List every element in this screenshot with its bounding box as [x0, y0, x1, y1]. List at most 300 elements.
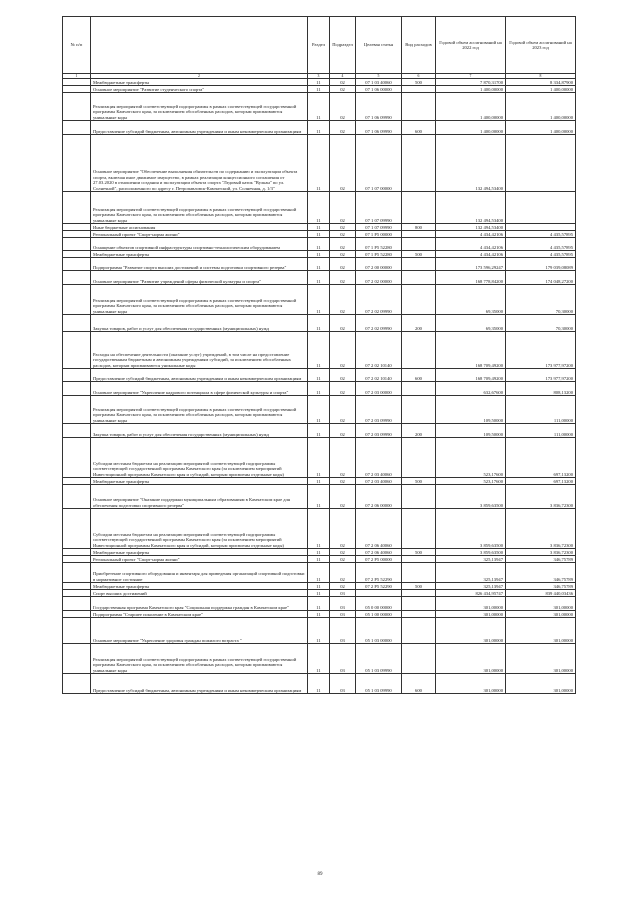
row-num: [63, 611, 91, 618]
row-value-2023: 1 400,00000: [506, 93, 576, 121]
table-row: [63, 315, 576, 332]
row-razdel: 11: [308, 597, 330, 611]
header-2022: Годовой объем ассигнований на 2022 год: [436, 17, 506, 74]
row-num: [63, 563, 91, 583]
row-razdel: 11: [308, 93, 330, 121]
row-num: [63, 315, 91, 332]
row-num: [63, 93, 91, 121]
row-csr: 07 2 06 40060: [356, 509, 402, 549]
row-podrazdel: 03: [330, 644, 356, 674]
table-row: [63, 549, 576, 556]
header-num: № п/п: [63, 17, 91, 74]
row-value-2022: 325,13947: [436, 556, 506, 563]
row-csr: 07 2 03 40060: [356, 478, 402, 485]
row-vr: [402, 332, 436, 369]
row-csr: 05 0 00 00000: [356, 597, 402, 611]
table-row: [63, 231, 576, 238]
table-row: [63, 424, 576, 438]
row-vr: 500: [402, 251, 436, 258]
row-num: [63, 509, 91, 549]
row-csr: 07 2 02 09990: [356, 285, 402, 315]
row-podrazdel: 03: [330, 674, 356, 694]
row-razdel: 11: [308, 224, 330, 231]
row-razdel: 11: [308, 674, 330, 694]
row-csr: 07 2 03 09990: [356, 396, 402, 424]
row-num: [63, 590, 91, 597]
row-podrazdel: 02: [330, 332, 356, 369]
table-row: [63, 611, 576, 618]
row-razdel: 11: [308, 438, 330, 478]
row-value-2023: 4 435,57895: [506, 231, 576, 238]
row-value-2022: 109,50000: [436, 424, 506, 438]
row-podrazdel: 02: [330, 79, 356, 86]
row-razdel: 11: [308, 285, 330, 315]
row-value-2022: 168 709,49200: [436, 369, 506, 382]
row-num: [63, 618, 91, 644]
row-name: Основное мероприятие "Укрепление здоровья граждан пожилого возраста ": [91, 618, 308, 644]
row-name: Реализация мероприятий соответствующей подпрограммы в рамках соответствующей государственной программы Камчатского края, за исключением обособленных расходов, которым присваиваются уникальные коды: [91, 285, 308, 315]
row-value-2022: 301,00000: [436, 611, 506, 618]
row-csr: 05 1 03 09990: [356, 674, 402, 694]
row-value-2022: 3 859,63500: [436, 549, 506, 556]
row-vr: 500: [402, 478, 436, 485]
row-podrazdel: 02: [330, 224, 356, 231]
row-podrazdel: 02: [330, 121, 356, 135]
row-value-2022: 325,13947: [436, 583, 506, 590]
row-csr: 07 2 06 00000: [356, 485, 402, 509]
row-podrazdel: 02: [330, 251, 356, 258]
row-num: [63, 86, 91, 93]
row-value-2022: 132 494,53400: [436, 192, 506, 224]
row-podrazdel: 02: [330, 478, 356, 485]
row-value-2023: 70,30000: [506, 315, 576, 332]
row-csr: 07 1 06 09990: [356, 121, 402, 135]
row-razdel: 11: [308, 485, 330, 509]
row-razdel: 11: [308, 424, 330, 438]
row-value-2023: 173 977,97200: [506, 332, 576, 369]
table-row: [63, 121, 576, 135]
row-vr: [402, 618, 436, 644]
row-num: [63, 583, 91, 590]
row-podrazdel: 02: [330, 258, 356, 271]
row-razdel: 11: [308, 238, 330, 251]
row-value-2023: 1 400,00000: [506, 86, 576, 93]
row-vr: [402, 485, 436, 509]
row-vr: [402, 556, 436, 563]
row-podrazdel: 02: [330, 563, 356, 583]
row-csr: 07 2 03 00000: [356, 382, 402, 396]
row-csr: 07 1 P5 52280: [356, 251, 402, 258]
header-2023: Годовой объем ассигнований на 2023 год: [506, 17, 576, 74]
row-podrazdel: 02: [330, 231, 356, 238]
row-csr: 07 1 06 09990: [356, 93, 402, 121]
row-name: Межбюджетные трансферты: [91, 549, 308, 556]
row-num: [63, 135, 91, 192]
row-value-2023: [506, 224, 576, 231]
row-csr: 07 2 02 10140: [356, 369, 402, 382]
row-csr: 07 1 P5 00000: [356, 231, 402, 238]
table-row: [63, 238, 576, 251]
row-value-2022: 3 859,63500: [436, 485, 506, 509]
page-number: 89: [317, 872, 323, 877]
row-num: [63, 332, 91, 369]
row-csr: 07 1 P5 52280: [356, 238, 402, 251]
row-csr: 07 1 06 00000: [356, 86, 402, 93]
row-podrazdel: 02: [330, 271, 356, 285]
row-value-2022: 301,00000: [436, 674, 506, 694]
row-num: [63, 438, 91, 478]
row-csr: 07 2 06 40060: [356, 549, 402, 556]
row-value-2022: 301,00000: [436, 618, 506, 644]
row-num: [63, 549, 91, 556]
row-podrazdel: 03: [330, 590, 356, 597]
row-razdel: 11: [308, 332, 330, 369]
row-num: [63, 285, 91, 315]
row-value-2023: 111,00000: [506, 396, 576, 424]
row-podrazdel: 02: [330, 135, 356, 192]
row-name: Основное мероприятие "Развитие студенческого спорта": [91, 86, 308, 93]
row-name: Субсидии местным бюджетам на реализацию мероприятий соответствующей подпрограммы соответствующей государственной программы Камчатского края (за исключением мероприятий Инвестиционной программы Камчатского края и субсидий, которым присвоены отдельные коды): [91, 438, 308, 478]
row-vr: [402, 86, 436, 93]
row-razdel: 11: [308, 583, 330, 590]
row-num: [63, 251, 91, 258]
row-vr: [402, 644, 436, 674]
row-podrazdel: 02: [330, 424, 356, 438]
row-value-2022: 173 596,29247: [436, 258, 506, 271]
row-value-2022: 168 709,49200: [436, 332, 506, 369]
row-vr: 600: [402, 674, 436, 694]
row-vr: 500: [402, 549, 436, 556]
col-number: 2: [91, 74, 308, 79]
row-name: Реализация мероприятий соответствующей подпрограммы в рамках соответствующей государственной программы Камчатского края, за исключением обособленных расходов, которым присваиваются уникальные коды: [91, 396, 308, 424]
row-vr: 500: [402, 79, 436, 86]
row-num: [63, 224, 91, 231]
row-value-2023: 346,75789: [506, 563, 576, 583]
budget-table-sheet: [62, 16, 575, 694]
row-name: Межбюджетные трансферты: [91, 79, 308, 86]
row-csr: 07 2 P5 00000: [356, 556, 402, 563]
row-vr: 500: [402, 583, 436, 590]
row-razdel: 11: [308, 79, 330, 86]
row-name: Субсидии местным бюджетам на реализацию мероприятий соответствующей подпрограммы соответствующей государственной программы Камчатского края (за исключением мероприятий Инвестиционной программы Камчатского края и субсидий, которым присвоены отдельные коды): [91, 509, 308, 549]
row-vr: [402, 396, 436, 424]
row-value-2022: 168 778,84200: [436, 271, 506, 285]
row-name: Региональный проект "Спорт-норма жизни": [91, 556, 308, 563]
table-row: [63, 86, 576, 93]
table-row: [63, 674, 576, 694]
row-num: [63, 644, 91, 674]
row-podrazdel: 02: [330, 509, 356, 549]
row-value-2023: [506, 135, 576, 192]
row-name: Предоставление субсидий бюджетным, автономным учреждениям и иным некоммерческим организациям: [91, 121, 308, 135]
row-razdel: 11: [308, 509, 330, 549]
table-row: [63, 251, 576, 258]
row-vr: [402, 238, 436, 251]
row-csr: 07 2 P5 52290: [356, 583, 402, 590]
row-razdel: 11: [308, 121, 330, 135]
row-value-2022: 301,00000: [436, 597, 506, 611]
row-name: Реализация мероприятий соответствующей подпрограммы в рамках соответствующей государственной программы Камчатского края, за исключением обособленных расходов, которым присваиваются уникальные коды: [91, 192, 308, 224]
row-vr: [402, 590, 436, 597]
row-podrazdel: 02: [330, 192, 356, 224]
row-csr: [356, 590, 402, 597]
row-num: [63, 396, 91, 424]
table-row: [63, 93, 576, 121]
row-vr: [402, 597, 436, 611]
row-name: Подпрограмма "Старшее поколение в Камчатском крае": [91, 611, 308, 618]
row-razdel: 11: [308, 396, 330, 424]
row-razdel: 11: [308, 369, 330, 382]
row-csr: 07 2 P5 52290: [356, 563, 402, 583]
row-name: Межбюджетные трансферты: [91, 583, 308, 590]
table-row: [63, 192, 576, 224]
header-vr: Вид расходов: [402, 17, 436, 74]
row-name: Закупка товаров, работ и услуг для обеспечения государственных (муниципальных) нужд: [91, 424, 308, 438]
col-number: 1: [63, 74, 91, 79]
row-value-2023: 346,75789: [506, 583, 576, 590]
row-vr: [402, 438, 436, 478]
row-vr: 600: [402, 121, 436, 135]
row-value-2022: 1 400,00000: [436, 86, 506, 93]
row-vr: [402, 563, 436, 583]
row-name: Региональный проект "Спорт-норма жизни": [91, 231, 308, 238]
row-razdel: 11: [308, 86, 330, 93]
row-num: [63, 238, 91, 251]
row-name: Основное мероприятие "Оказание поддержки муниципальным образованиям в Камчатском крае для обеспечения подготовки спортивного резерва": [91, 485, 308, 509]
row-value-2023: 70,30000: [506, 285, 576, 315]
row-num: [63, 192, 91, 224]
row-value-2023: 1 400,00000: [506, 121, 576, 135]
table-row: [63, 369, 576, 382]
table-row: [63, 285, 576, 315]
row-name: Оснащение объектов спортивной инфраструктуры спортивно-технологическим оборудованием: [91, 238, 308, 251]
row-value-2022: 109,50000: [436, 396, 506, 424]
row-num: [63, 478, 91, 485]
row-num: [63, 121, 91, 135]
row-value-2022: 523,17600: [436, 478, 506, 485]
row-value-2023: 839 440,03436: [506, 590, 576, 597]
row-razdel: 11: [308, 590, 330, 597]
row-num: [63, 485, 91, 509]
row-num: [63, 369, 91, 382]
row-value-2022: 132 494,53400: [436, 224, 506, 231]
row-value-2023: [506, 192, 576, 224]
row-value-2023: 808,13200: [506, 382, 576, 396]
row-value-2023: 301,00000: [506, 674, 576, 694]
col-number: 3: [308, 74, 330, 79]
row-razdel: 11: [308, 315, 330, 332]
row-vr: 200: [402, 315, 436, 332]
row-csr: 05 1 03 09990: [356, 644, 402, 674]
table-row: [63, 644, 576, 674]
table-row: [63, 332, 576, 369]
row-razdel: 11: [308, 271, 330, 285]
table-row: [63, 438, 576, 478]
row-csr: 07 1 07 00000: [356, 135, 402, 192]
table-row: [63, 382, 576, 396]
table-row: [63, 478, 576, 485]
row-name: Подпрограмма "Развитие спорта высших достижений и системы подготовки спортивного резерва": [91, 258, 308, 271]
row-podrazdel: 03: [330, 597, 356, 611]
header-podrazdel: Подраздел: [330, 17, 356, 74]
row-csr: 07 1 03 40060: [356, 79, 402, 86]
row-value-2022: 69,35000: [436, 285, 506, 315]
row-csr: 07 2 02 10140: [356, 332, 402, 369]
row-value-2022: 7 870,31700: [436, 79, 506, 86]
row-razdel: 11: [308, 556, 330, 563]
row-podrazdel: 02: [330, 93, 356, 121]
col-number: 7: [436, 74, 506, 79]
row-podrazdel: 02: [330, 86, 356, 93]
row-value-2022: 132 494,53400: [436, 135, 506, 192]
row-name: Основное мероприятие "Укрепление кадрового потенциала в сфере физической культуры и спорта": [91, 382, 308, 396]
row-value-2023: 697,13200: [506, 478, 576, 485]
row-vr: [402, 231, 436, 238]
table-row: [63, 271, 576, 285]
row-razdel: 11: [308, 251, 330, 258]
table-row: [63, 79, 576, 86]
row-num: [63, 79, 91, 86]
row-name: Предоставление субсидий бюджетным, автономным учреждениям и иным некоммерческим организациям: [91, 369, 308, 382]
row-value-2023: 301,00000: [506, 611, 576, 618]
row-value-2023: 301,00000: [506, 644, 576, 674]
row-num: [63, 231, 91, 238]
row-value-2023: 8 334,87900: [506, 79, 576, 86]
row-podrazdel: 03: [330, 611, 356, 618]
row-value-2023: 111,00000: [506, 424, 576, 438]
row-podrazdel: 03: [330, 618, 356, 644]
row-podrazdel: 02: [330, 285, 356, 315]
row-podrazdel: 02: [330, 485, 356, 509]
row-value-2022: 301,00000: [436, 644, 506, 674]
row-value-2023: 346,75789: [506, 556, 576, 563]
row-podrazdel: 02: [330, 382, 356, 396]
row-num: [63, 424, 91, 438]
row-name: Предоставление субсидий бюджетным, автономным учреждениям и иным некоммерческим организациям: [91, 674, 308, 694]
row-podrazdel: 02: [330, 396, 356, 424]
row-vr: 200: [402, 424, 436, 438]
row-razdel: 11: [308, 231, 330, 238]
row-name: Реализация мероприятий соответствующей подпрограммы в рамках соответствующей государственной программы Камчатского края, за исключением обособленных расходов, которым присваиваются уникальные коды: [91, 93, 308, 121]
row-name: Основное мероприятие "Обеспечение выполнения обязательств по содержанию и эксплуатации объекта спорта, включая иное движимое имущество, в рамках реализации концессионного соглашения от 27.03.2020 в отношении создания и эксплуатации объекта спорта "Ледовый каток "Вулкан" по ул. Солнечной", расположенного по адресу г. Петропавловск-Камчатский, ул. Солнечная, д. 1/3": [91, 135, 308, 192]
header-csr: Целевая статья: [356, 17, 402, 74]
row-vr: [402, 509, 436, 549]
row-csr: 07 1 07 09990: [356, 192, 402, 224]
table-row: [63, 583, 576, 590]
row-num: [63, 258, 91, 271]
col-number: 8: [506, 74, 576, 79]
row-value-2023: 4 435,57895: [506, 251, 576, 258]
row-value-2022: 4 434,42106: [436, 238, 506, 251]
table-row: [63, 135, 576, 192]
row-razdel: 11: [308, 611, 330, 618]
row-value-2023: 697,13200: [506, 438, 576, 478]
row-podrazdel: 02: [330, 556, 356, 563]
row-num: [63, 382, 91, 396]
row-vr: [402, 285, 436, 315]
row-vr: 600: [402, 369, 436, 382]
row-csr: 07 2 02 09990: [356, 315, 402, 332]
row-value-2022: 325,13947: [436, 563, 506, 583]
row-name: Иные бюджетные ассигнования: [91, 224, 308, 231]
row-razdel: 11: [308, 478, 330, 485]
row-vr: [402, 258, 436, 271]
row-name: Реализация мероприятий соответствующей подпрограммы в рамках соответствующей государственной программы Камчатского края, за исключением обособленных расходов, которым присваиваются уникальные коды: [91, 644, 308, 674]
row-value-2023: 3 836,72300: [506, 485, 576, 509]
row-podrazdel: 02: [330, 238, 356, 251]
row-value-2022: 523,17600: [436, 438, 506, 478]
row-name: Государственная программа Камчатского края "Социальная поддержка граждан в Камчатском крае": [91, 597, 308, 611]
table-row: [63, 485, 576, 509]
row-vr: [402, 93, 436, 121]
row-podrazdel: 02: [330, 315, 356, 332]
table-row: [63, 597, 576, 611]
row-razdel: 11: [308, 618, 330, 644]
row-razdel: 11: [308, 192, 330, 224]
row-num: [63, 674, 91, 694]
row-name: Основное мероприятие "Развитие учреждений сферы физической культуры и спорта": [91, 271, 308, 285]
row-value-2023: 4 435,57895: [506, 238, 576, 251]
row-value-2022: 4 434,42106: [436, 231, 506, 238]
row-vr: [402, 271, 436, 285]
row-razdel: 11: [308, 135, 330, 192]
header-name: [91, 17, 308, 74]
row-razdel: 11: [308, 549, 330, 556]
budget-table: [62, 16, 576, 694]
row-vr: [402, 382, 436, 396]
row-num: [63, 556, 91, 563]
table-row: [63, 396, 576, 424]
row-name: Закупка товаров, работ и услуг для обеспечения государственных (муниципальных) нужд: [91, 315, 308, 332]
row-value-2023: 173 977,97200: [506, 369, 576, 382]
row-csr: 05 1 03 00000: [356, 618, 402, 644]
row-razdel: 11: [308, 382, 330, 396]
row-num: [63, 271, 91, 285]
row-vr: [402, 135, 436, 192]
row-value-2022: 4 434,42106: [436, 251, 506, 258]
table-row: [63, 590, 576, 597]
col-number: 5: [356, 74, 402, 79]
col-number: 6: [402, 74, 436, 79]
row-csr: 07 2 03 40060: [356, 438, 402, 478]
row-value-2023: 3 836,72300: [506, 509, 576, 549]
row-podrazdel: 02: [330, 549, 356, 556]
row-value-2022: 3 859,63500: [436, 509, 506, 549]
row-csr: 05 1 00 00000: [356, 611, 402, 618]
row-podrazdel: 02: [330, 583, 356, 590]
row-num: [63, 597, 91, 611]
row-value-2023: 174 048,27200: [506, 271, 576, 285]
row-csr: 07 2 02 00000: [356, 271, 402, 285]
table-row: [63, 563, 576, 583]
row-razdel: 11: [308, 258, 330, 271]
table-row: [63, 258, 576, 271]
row-value-2022: 632,67600: [436, 382, 506, 396]
row-value-2023: 301,00000: [506, 597, 576, 611]
row-vr: 800: [402, 224, 436, 231]
row-csr: 07 2 00 00000: [356, 258, 402, 271]
row-value-2022: 826 434,95747: [436, 590, 506, 597]
row-csr: 07 1 07 09990: [356, 224, 402, 231]
row-razdel: 11: [308, 644, 330, 674]
header-razdel: Раздел: [308, 17, 330, 74]
row-value-2022: 69,35000: [436, 315, 506, 332]
row-podrazdel: 02: [330, 369, 356, 382]
row-name: Спорт высших достижений: [91, 590, 308, 597]
row-name: Расходы на обеспечение деятельности (оказание услуг) учреждений, в том числе на предоставление государственным бюджетным и автономным учреждениям субсидий, за исключением обособленных расходов, которым присваиваются уникальные коды: [91, 332, 308, 369]
row-value-2022: 1 400,00000: [436, 93, 506, 121]
row-value-2022: 1 400,00000: [436, 121, 506, 135]
